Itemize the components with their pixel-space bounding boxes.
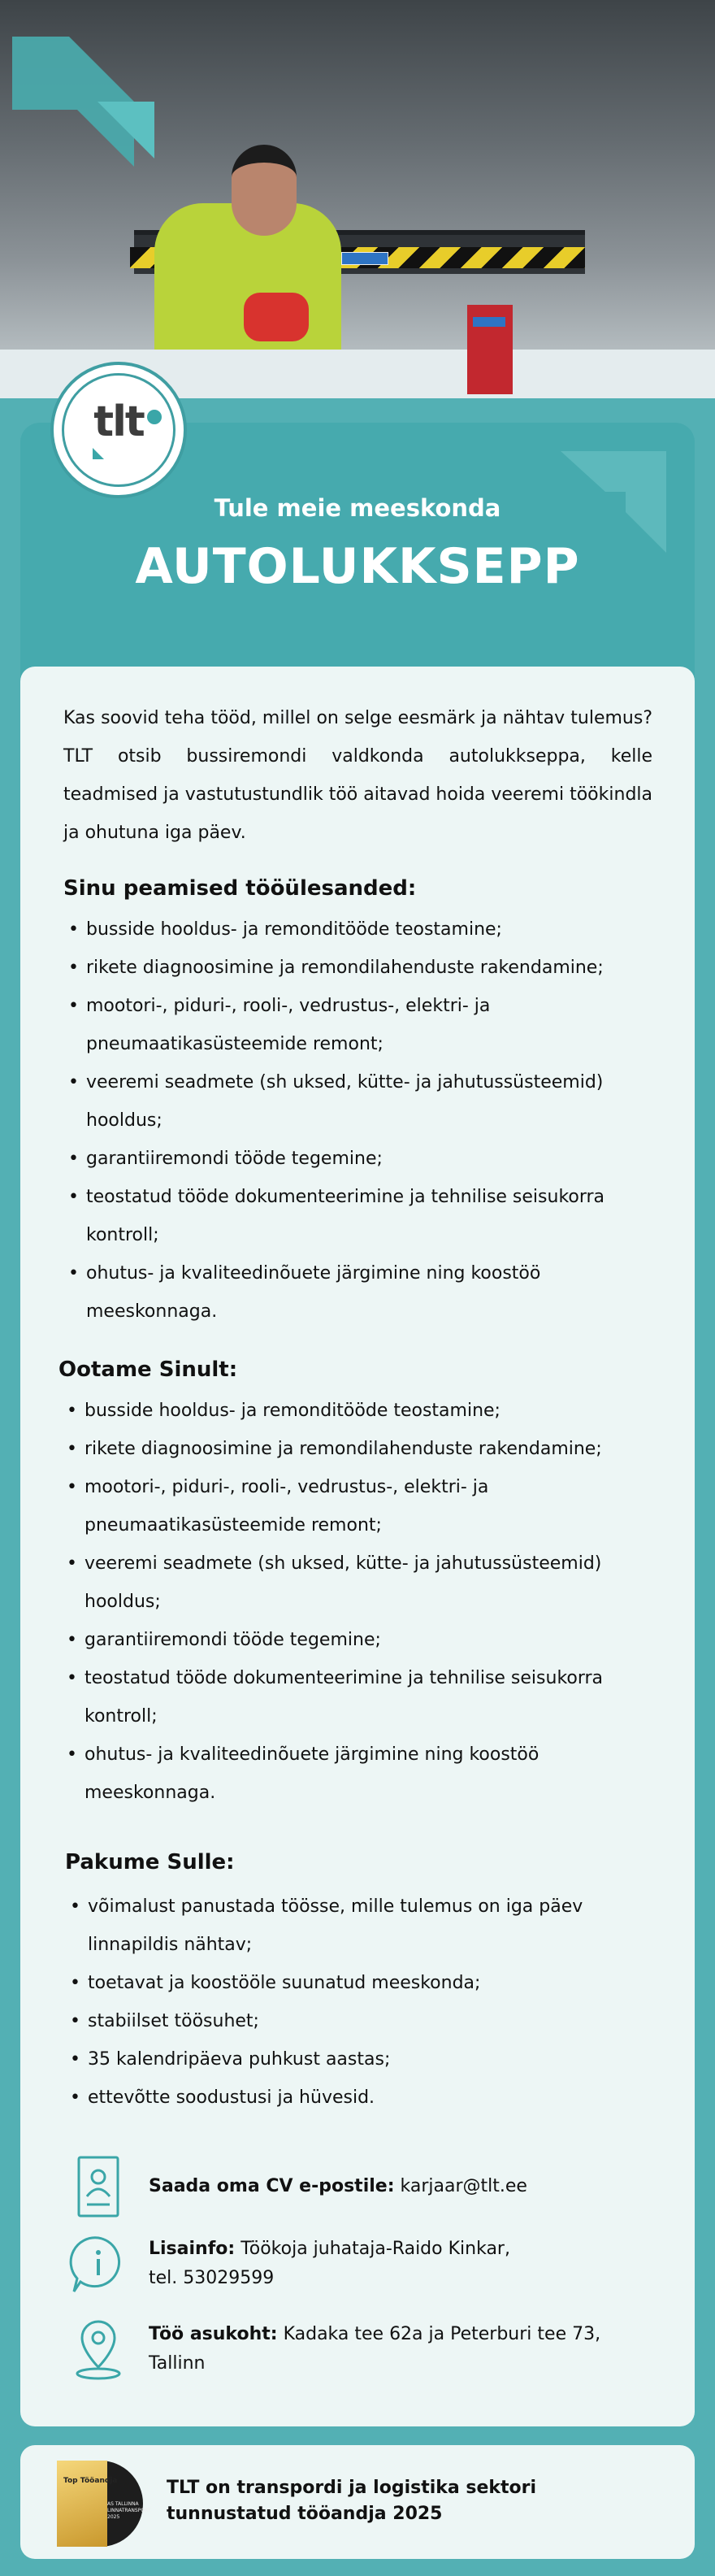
list-item: • ettevõtte soodustusi ja hüvesid. xyxy=(65,2079,650,2117)
brand-arrow-icon xyxy=(12,20,158,167)
location-value: Kadaka tee 62a ja Peterburi tee 73, xyxy=(283,2324,601,2344)
info-value: Töökoja juhataja-Raido Kinkar, xyxy=(240,2239,510,2259)
cv-label: Saada oma CV e-postile: xyxy=(149,2176,395,2196)
logo-text: tlt xyxy=(93,397,144,446)
list-item: • mootori-, piduri-, rooli-, vedrustus-, elektri- ja pneumaatikasüsteemide remont; xyxy=(62,1468,651,1544)
list-item: • stabiilset töösuhet; xyxy=(65,2002,650,2040)
intro-text: Kas soovid teha tööd, millel on selge eesmärk ja nähtav tulemus? TLT otsib bussiremondi valdkonda autolukkseppa, kelle teadmised ja vastutustundlik töö aitavad hoida veeremi töökindla ja ohutuna iga päev. xyxy=(63,708,652,843)
expect-heading: Ootame Sinult: xyxy=(58,1358,238,1382)
tasks-list xyxy=(63,910,652,1331)
lift-post-label xyxy=(473,317,505,327)
list-item: • rikete diagnoosimine ja remondilahenduste rakendamine; xyxy=(62,1430,651,1468)
page-subtitle: Tule meie meeskonda xyxy=(214,494,501,522)
badge-title: Top Tööandja xyxy=(63,2477,118,2485)
list-item: • 35 kalendripäeva puhkust aastas; xyxy=(65,2040,650,2079)
list-item: • mootori-, piduri-, rooli-, vedrustus-, elektri- ja pneumaatikasüsteemide remont; xyxy=(63,987,652,1063)
info-phone[interactable]: tel. 53029599 xyxy=(149,2268,275,2288)
info-chat-icon xyxy=(69,2231,128,2296)
award-text xyxy=(167,2475,654,2527)
list-item: • garantiiremondi tööde tegemine; xyxy=(63,1140,652,1178)
expect-list xyxy=(62,1392,651,1812)
location-label: Töö asukoht: xyxy=(149,2324,278,2344)
contact-cv xyxy=(69,2154,638,2219)
list-item: • teostatud tööde dokumenteerimine ja tehnilise seisukorra kontroll; xyxy=(63,1178,652,1254)
list-item: • võimalust panustada töösse, mille tulemus on iga päev linnapildis nähtav; xyxy=(65,1887,650,1964)
page-title: AUTOLUKKSEPP xyxy=(135,538,580,595)
list-item: • busside hooldus- ja remonditööde teostamine; xyxy=(63,910,652,949)
list-item: • veeremi seadmete (sh uksed, kütte- ja jahutussüsteemid) hooldus; xyxy=(62,1544,651,1621)
contact-location xyxy=(69,2317,638,2382)
list-item: • veeremi seadmete (sh uksed, kütte- ja jahutussüsteemid) hooldus; xyxy=(63,1063,652,1140)
location-city: Tallinn xyxy=(149,2353,206,2374)
list-item: • ohutus- ja kvaliteedinõuete järgimine ning koostöö meeskonnaga. xyxy=(63,1254,652,1331)
hero-photo xyxy=(0,0,715,398)
award-line-2: tunnustatud tööandja 2025 xyxy=(167,2504,443,2524)
badge-subtitle: AS TALLINNA LINNATRANSPORT 2025 xyxy=(107,2501,151,2520)
list-item: • teostatud tööde dokumenteerimine ja tehnilise seisukorra kontroll; xyxy=(62,1659,651,1735)
location-pin-icon xyxy=(69,2317,128,2382)
worker-glove xyxy=(244,293,309,341)
contact-info xyxy=(69,2231,638,2296)
list-item: • ohutus- ja kvaliteedinõuete järgimine ning koostöö meeskonnaga. xyxy=(62,1735,651,1812)
cv-email-link[interactable]: karjaar@tlt.ee xyxy=(400,2176,527,2196)
offer-list xyxy=(65,1887,650,2117)
list-item: • rikete diagnoosimine ja remondilahenduste rakendamine; xyxy=(63,949,652,987)
lift-plate xyxy=(341,252,388,265)
tasks-heading: Sinu peamised tööülesanded: xyxy=(63,876,417,901)
award-line-1: TLT on transpordi ja logistika sektori xyxy=(167,2478,537,2498)
list-item: • garantiiremondi tööde tegemine; xyxy=(62,1621,651,1659)
offer-heading: Pakume Sulle: xyxy=(65,1850,235,1874)
top-employer-badge xyxy=(57,2461,151,2547)
worker-head xyxy=(232,145,297,236)
list-item: • toetavat ja koostööle suunatud meeskonda; xyxy=(65,1964,650,2002)
info-label: Lisainfo: xyxy=(149,2239,236,2259)
cv-document-icon xyxy=(69,2154,128,2219)
tlt-logo xyxy=(50,362,187,498)
list-item: • busside hooldus- ja remonditööde teostamine; xyxy=(62,1392,651,1430)
